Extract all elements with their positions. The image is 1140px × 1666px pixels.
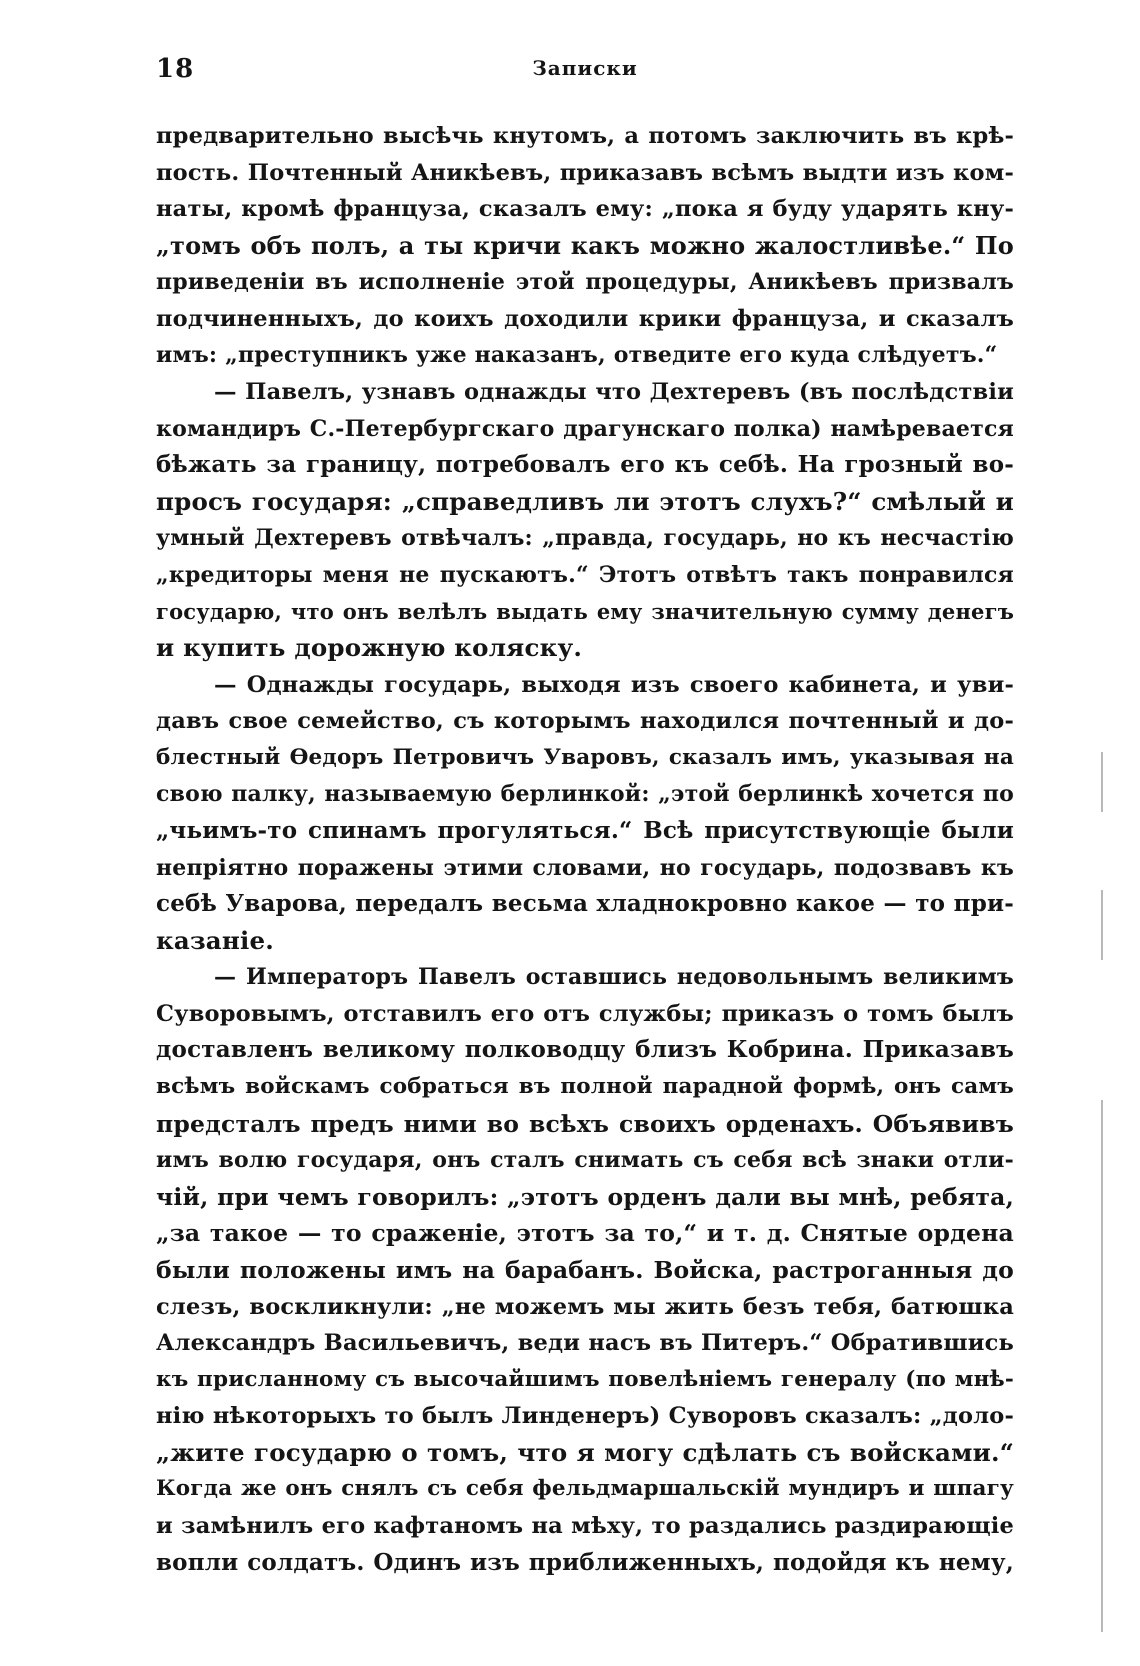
text-line: свою палку, называемую берлинкой: „этой берлинкѣ хочется по (156, 781, 1014, 808)
text-line: государю, что онъ велѣлъ выдать ему значительную сумму денегъ (156, 598, 1014, 624)
text-line: предварительно высѣчь кнутомъ, а потомъ заключить въ крѣ- (156, 123, 1014, 149)
page-header (156, 54, 1014, 94)
text-line: „томъ объ полъ, а ты кричи какъ можно жалостливѣе.“ По (156, 230, 1014, 260)
paragraph-start-line: — Однажды государь, выходя изъ своего кабинета, и уви- (214, 671, 1014, 698)
text-line: давъ свое семейство, съ которымъ находился почтенный и до- (156, 708, 1014, 735)
text-line: „кредиторы меня не пускаютъ.“ Этотъ отвѣтъ такъ понравился (156, 561, 1014, 588)
text-line: непріятно поражены этими словами, но государь, подозвавъ къ (156, 854, 1014, 881)
scan-margin-mark (1101, 890, 1103, 960)
text-line: блестный Ѳедоръ Петровичъ Уваровъ, сказалъ имъ, указывая на (156, 744, 1014, 770)
text-line: казаніе. (156, 925, 275, 955)
text-line: просъ государя: „справедливъ ли этотъ слухъ?“ смѣлый и (156, 486, 1014, 516)
text-line: нію нѣкоторыхъ то былъ Линденеръ) Суворовъ сказалъ: „доло- (156, 1403, 1014, 1430)
text-line: умный Дехтеревъ отвѣчалъ: „правда, государь, но къ несчастію (156, 525, 1014, 552)
text-line: къ присланному съ высочайшимъ повелѣніемъ генералу (по мнѣ- (156, 1366, 1014, 1392)
text-line: Суворовымъ, отставилъ его отъ службы; приказъ о томъ былъ (156, 1000, 1014, 1027)
text-line: „чьимъ-то спинамъ прогуляться.“ Всѣ присутствующіе были (156, 816, 1014, 844)
body-text (156, 118, 1014, 1581)
text-line: были положены имъ на барабанъ. Войска, растроганныя до (156, 1255, 1014, 1284)
text-line: пость. Почтенный Аникѣевъ, приказавъ всѣмъ выдти изъ ком- (156, 159, 1014, 186)
text-line: „жите государю о томъ, что я могу сдѣлать съ войсками.“ (156, 1437, 1014, 1467)
text-line: командиръ С.-Петербургскаго драгунскаго полка) намѣревается (156, 415, 1014, 442)
text-line: и замѣнилъ его кафтаномъ на мѣху, то раздались раздирающіе (156, 1512, 1014, 1539)
text-line: чій, при чемъ говорилъ: „этотъ орденъ дали вы мнѣ, ребята, (156, 1182, 1014, 1211)
text-line: приведеніи въ исполненіе этой процедуры, Аникѣевъ призвалъ (156, 269, 1014, 296)
text-line: „за такое — то сраженіе, этотъ за то,“ и т. д. Снятые ордена (156, 1219, 1014, 1248)
text-line: подчиненныхъ, до коихъ доходили крики француза, и сказалъ (156, 305, 1014, 332)
paragraph-start-line: — Павелъ, узнавъ однажды что Дехтеревъ (въ послѣдствіи (214, 379, 1014, 406)
paragraph-start-line: — Императоръ Павелъ оставшись недовольнымъ великимъ (214, 964, 1014, 991)
text-line: предсталъ предъ ними во всѣхъ своихъ орденахъ. Объявивъ (156, 1109, 1014, 1138)
text-line: всѣмъ войскамъ собраться въ полной парадной формѣ, онъ самъ (156, 1074, 1014, 1100)
text-line: себѣ Уварова, передалъ весьма хладнокровно какое — то при- (156, 890, 1014, 918)
text-line: слезъ, воскликнули: „не можемъ мы жить безъ тебя, батюшка (156, 1293, 1014, 1320)
text-line: и купить дорожную коляску. (156, 633, 583, 663)
text-line: доставленъ великому полководцу близъ Кобрина. Приказавъ (156, 1036, 1014, 1064)
text-line: Александръ Васильевичъ, веди насъ въ Питеръ.“ Обратившись (156, 1330, 1014, 1357)
text-line: имъ: „преступникъ уже наказанъ, отведите его куда слѣдуетъ.“ (156, 342, 998, 369)
text-line: Когда же онъ снялъ съ себя фельдмаршальскій мундиръ и шпагу (156, 1476, 1014, 1502)
scan-margin-mark (1101, 1100, 1103, 1632)
text-line: наты, кромѣ француза, сказалъ ему: „пока я буду ударять кну- (156, 196, 1014, 223)
text-line: вопли солдатъ. Одинъ изъ приближенныхъ, подойдя къ нему, (156, 1548, 1014, 1576)
text-line: имъ волю государя, онъ сталъ снимать съ себя всѣ знаки отли- (156, 1147, 1014, 1174)
page-number: 18 (156, 54, 195, 84)
scan-margin-mark (1101, 752, 1103, 812)
text-line: бѣжать за границу, потребовалъ его къ себѣ. На грозный во- (156, 451, 1014, 479)
running-title: Записки (532, 56, 638, 80)
